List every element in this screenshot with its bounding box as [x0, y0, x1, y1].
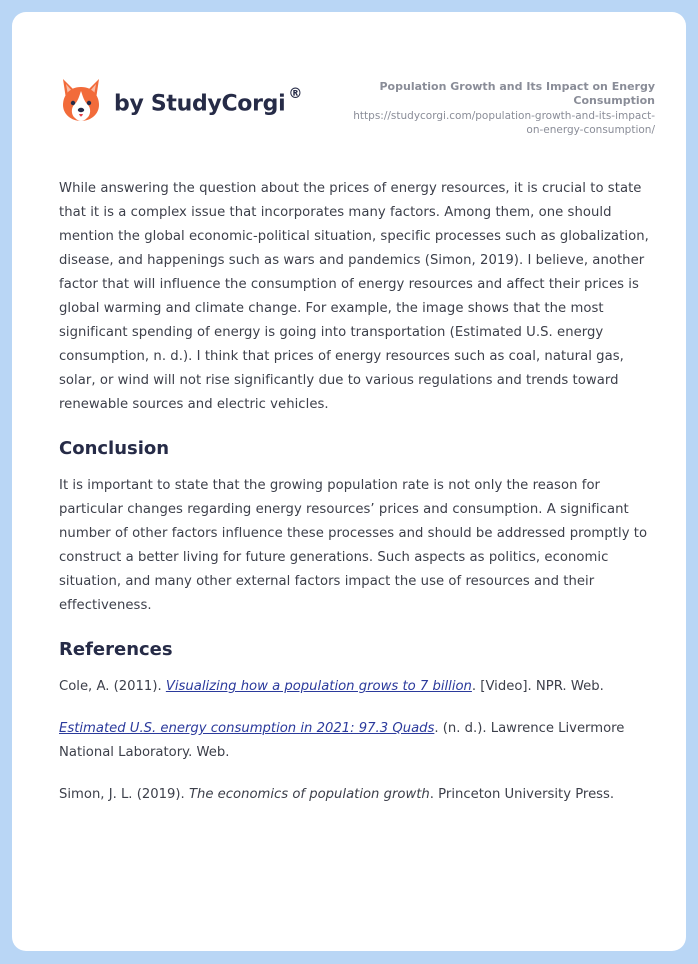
corgi-logo-icon [60, 77, 102, 123]
reference-text: Simon, J. L. (2019). [59, 787, 189, 802]
brand-name-text: by StudyCorgi [114, 91, 286, 117]
conclusion-paragraph: It is important to state that the growing population rate is not only the reason for particular changes regarding energy resources’ prices and consumption. A significant number of other factors influence these processes and should be addressed promptly to construct a better living for future generations. Such aspects as politics, economic situation, and many other external factors impact the use of resources and their effectiveness. [59, 478, 648, 613]
page-header [12, 12, 686, 152]
reference-text: . [Video]. NPR. Web. [471, 679, 604, 694]
document-page [12, 12, 686, 951]
document-title: Population Growth and Its Impact on Energy Consumption [379, 80, 655, 107]
reference-link[interactable]: Visualizing how a population grows to 7 billion [165, 679, 472, 694]
reference-item [59, 675, 657, 699]
reference-text: . Princeton University Press. [429, 787, 615, 802]
intro-paragraph: While answering the question about the prices of energy resources, it is crucial to state that it is a complex issue that incorporates many factors. Among them, one should mention the global economic-political situation, specific processes such as globalization, disease, and happenings such as wars and pandemics (Simon, 2019). I believe, another factor that will influence the consumption of energy resources and affect their prices is global warming and climate change. For example, the image shows that the most significant spending of energy is going into transportation (Estimated U.S. energy consumption, n. d.). I think that prices of energy resources such as coal, natural gas, solar, or wind will not rise significantly due to various regulations and trends toward renewable sources and electric vehicles. [59, 181, 649, 412]
document-url-line-2[interactable]: on-energy-consumption/ [526, 123, 655, 136]
reference-item [59, 783, 657, 807]
reference-text: Cole, A. (2011). [59, 679, 166, 694]
studycorgi-logo[interactable] [60, 76, 302, 124]
document-body [59, 177, 657, 825]
reference-item [59, 717, 657, 765]
reference-text: . (n. d.). Lawrence Livermore National Laboratory. Web. [59, 721, 625, 760]
document-url-line-1[interactable]: https://studycorgi.com/population-growth-and-its-impact- [353, 110, 655, 122]
conclusion-heading: Conclusion [59, 438, 170, 459]
reference-link[interactable]: Estimated U.S. energy consumption in 2021: 97.3 Quads [59, 721, 435, 736]
document-meta [295, 80, 655, 137]
reference-title-italic: The economics of population growth [188, 787, 430, 802]
brand-name [114, 85, 303, 117]
document-url[interactable] [295, 110, 655, 137]
references-heading: References [59, 639, 173, 660]
registered-mark: ® [288, 85, 303, 102]
